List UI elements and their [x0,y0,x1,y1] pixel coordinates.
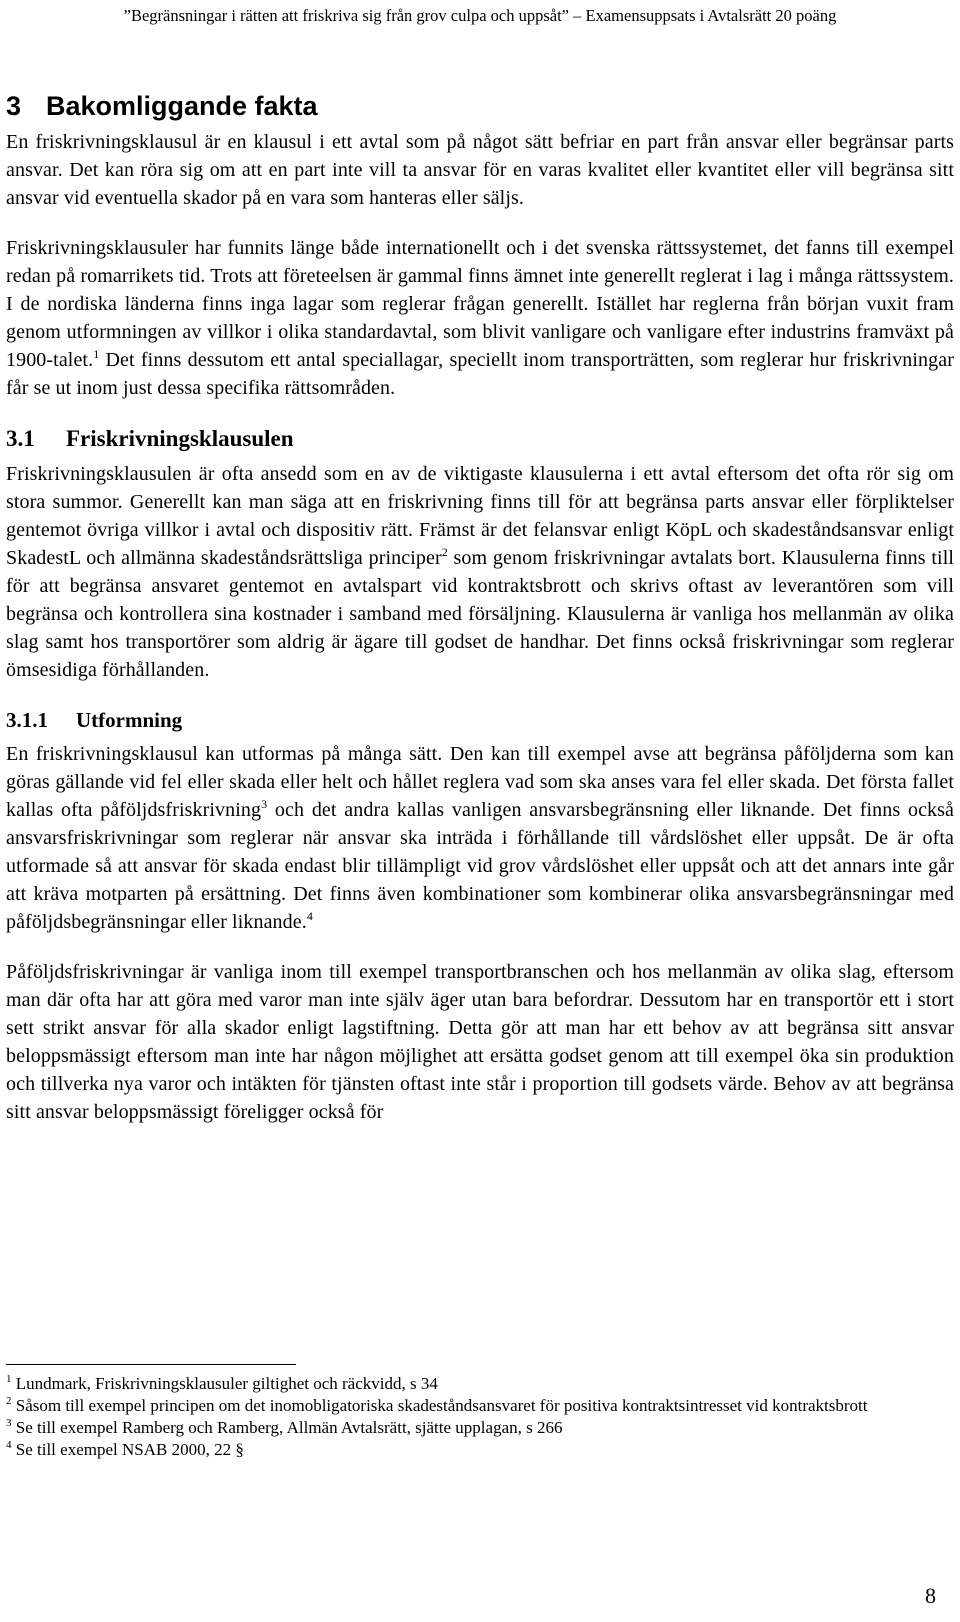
section-title: Utformning [76,708,183,732]
section-heading-3-1 [6,424,954,454]
paragraph: Påföljdsfriskrivningar är vanliga inom till exempel transportbranschen och hos mellanmän av olika slag, eftersom man där ofta har att göra med varor man inte själv äger utan bara befordrar. Dessutom har en transportör ett i stort sett strikt ansvar för alla skador enligt lagstiftning. Detta gör att man har ett behov av att begränsa sitt ansvar beloppsmässigt eftersom man inte har någon möjlighet att ersätta godset genom att till exempel öka sin produktion och tillverka nya varor och intäkten för tjänsten oftast inte står i proportion till godsets värde. Behov av att begränsa sitt ansvar beloppsmässigt föreligger också för [6,961,954,1123]
footnote: $^4$ Se till exempel NSAB 2000, 22 § [6,1439,244,1459]
footnote: $^1$ Lundmark, Friskrivningsklausuler giltighet och räckvidd, s 34 [6,1373,438,1393]
footnote-separator [6,1364,296,1365]
page-number: 8 [925,1583,936,1608]
paragraph: Friskrivningsklausulen är ofta ansedd som en av de viktigaste klausulerna i ett avtal eftersom det ofta rör sig om stora summor. Generellt kan man säga att en friskrivning finns till för att begränsa parts ansvar eller förpliktelser gentemot övriga villkor i avtal och dispositiv rätt. Främst är det felansvar enligt KöpL och skadeståndsansvar enligt SkadestL och allmänna skadeståndsrättsliga principer$^2$ som genom friskrivningar avtalats bort. Klausulerna finns till för att begränsa ansvaret gentemot en avtalspart vid kontraktsbrott och skrivs oftast av leverantören som vill begränsa och kontrollera sina kostnader i samband med försäljning. Klausulerna är vanliga hos mellanmän av olika slag samt hos transportörer som aldrig är ägare till godset de handhar. Det finns också friskrivningar som reglerar ömsesidiga förhållanden. [6,463,955,681]
paragraph: En friskrivningsklausul är en klausul i ett avtal som på något sätt befriar en part från ansvar eller begränsar parts ansvar. Det kan röra sig om att en part inte vill ta ansvar för en varas kvalitet eller kvantitet eller vill begränsa sitt ansvar vid eventuella skador på en vara som hanteras eller säljs. [6,131,954,209]
footnote: $^3$ Se till exempel Ramberg och Ramberg, Allmän Avtalsrätt, sjätte upplagan, s 266 [6,1417,563,1437]
running-header: ”Begränsningar i rätten att friskriva sig från grov culpa och uppsåt” – Examensuppsats i Avtalsrätt 20 poäng [123,6,837,25]
section-number: 3.1.1 [6,708,48,732]
document-body [6,88,954,1148]
section-heading-3 [6,88,954,124]
section-title: Bakomliggande fakta [46,91,318,121]
paragraph: Friskrivningsklausuler har funnits länge både internationellt och i det svenska rättssystemet, det fanns till exempel redan på romarrikets tid. Trots att företeelsen är gammal finns ämnet inte generellt reglerat i lag i många rättssystem. I de nordiska länderna finns inga lagar som reglerar frågan generellt. Istället har reglerna från början vuxit fram genom utformningen av villkor i olika standardavtal, som blivit vanligare och vanligare efter industrins framväxt på 1900-talet.$^1$ Det finns dessutom ett antal speciallagar, speciellt inom transporträtten, som reglerar hur friskrivningar får se ut inom just dessa specifika rättsområden. [6,237,954,399]
section-heading-3-1-1 [6,706,954,734]
footnotes [6,1364,936,1461]
section-number: 3.1 [6,426,35,451]
footnote: $^2$ Såsom till exempel principen om det inomobligatoriska skadeståndsansvaret för positiva kontraktsintresset vid kontraktsbrott [6,1395,868,1415]
footnote-ref: 3 [261,797,268,811]
footnote-ref: 2 [441,545,448,559]
footnote-ref: 4 [306,909,313,923]
section-title: Friskrivningsklausulen [66,426,294,451]
paragraph: En friskrivningsklausul kan utformas på många sätt. Den kan till exempel avse att begränsa påföljderna som kan göras gällande vid fel eller skada eller helt och hållet reglera vad som ska anses vara fel eller skada. Det första fallet kallas ofta påföljdsfriskrivning$^3$ och det andra kallas vanligen ansvarsbegränsning eller liknande. Det finns också ansvarsfriskrivningar som reglerar när ansvar ska inträda i förhållande till vårdslöshet eller uppsåt. De är ofta utformade så att ansvar för skada endast blir tillämpligt vid grov vårdslöshet eller uppsåt och att det annars inte går att kräva motparten på ersättning. Det finns även kombinationer som kombinerar olika ansvarsbegränsningar med påföljdsbegränsningar eller liknande.$^4$ [6,743,954,933]
footnote-ref: 1 [93,347,100,361]
section-number: 3 [6,91,22,121]
